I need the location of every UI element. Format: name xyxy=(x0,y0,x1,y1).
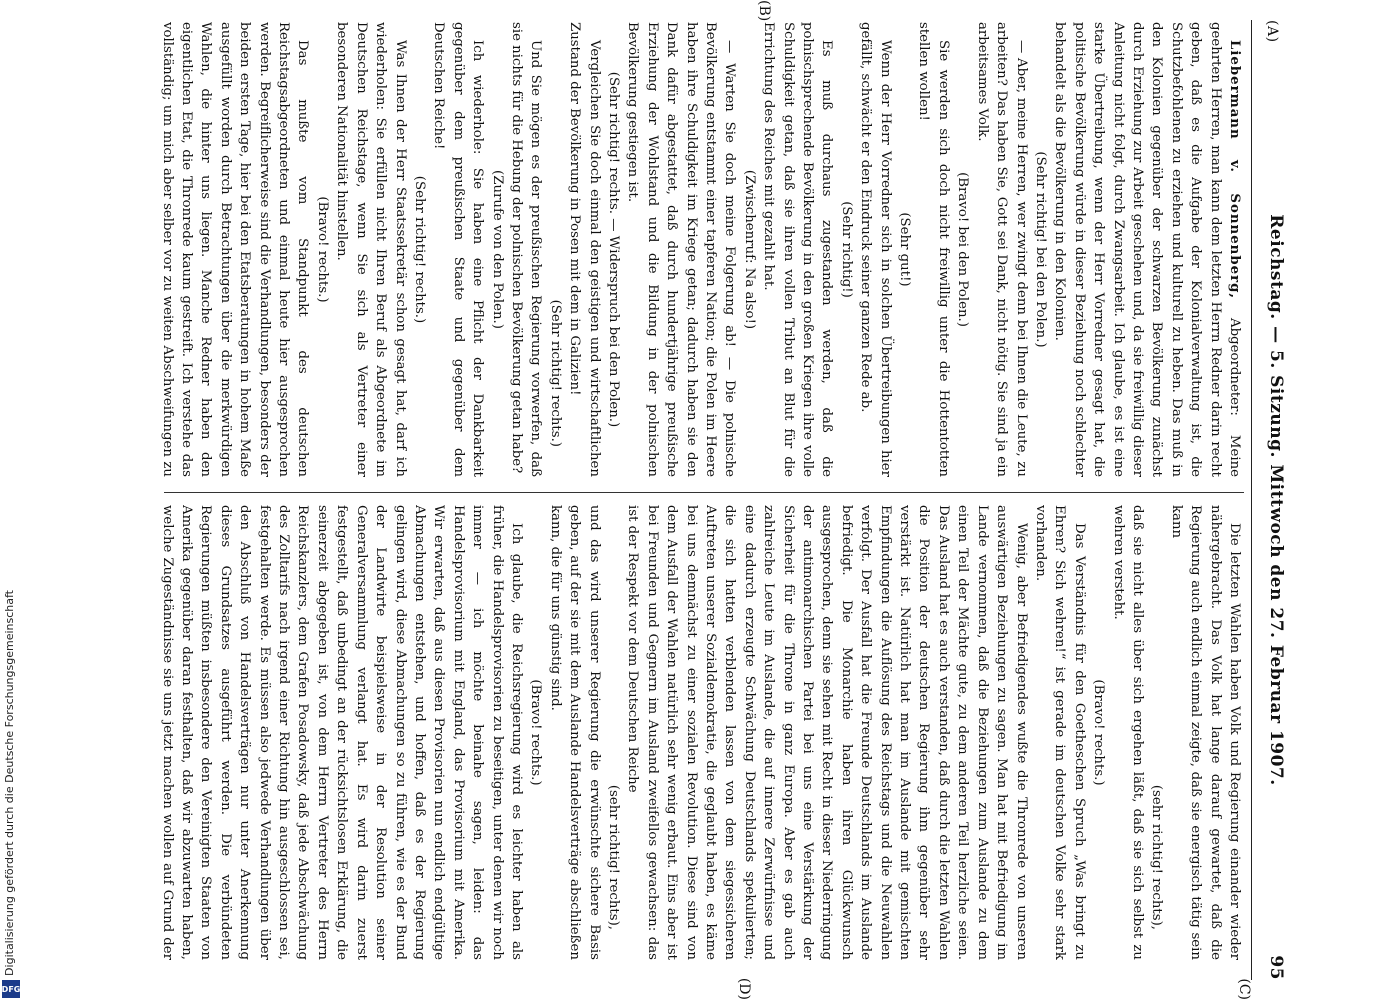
interjection: (Sehr richtig! rechts. — Widerspruch bei den Polen.) xyxy=(606,71,621,428)
interjection: (Zwischenruf: Na also!) xyxy=(741,169,757,330)
margin-marker-a: (A) xyxy=(1264,20,1280,43)
paragraph: Sie werden sich doch nicht freiwillig unter die Hottentotten stellen wollen! xyxy=(916,22,951,477)
interjection: (Sehr richtig! rechts.) xyxy=(547,299,563,447)
paragraph: Die letzten Wahlen haben Volk und Regierung einander wieder nähergebracht. Das Volk hat lange darauf gewartet, daß die Regierung auch endlich einmal zeigte, daß sie energisch tätig sein kann xyxy=(1168,505,1242,960)
credit-text: Digitalisierung gefördert durch die Deutsche Forschungsgemeinschaft xyxy=(3,590,16,976)
dfg-logo: DFG xyxy=(2,980,20,998)
interjection: (Bravo! rechts.) xyxy=(1091,679,1107,786)
paragraph: Das Verständnis für den Goetheschen Spruch „Was bringt zu Ehren? Sich wehren!“ ist gerade im deutschen Volke sehr stark vorhanden. xyxy=(1032,505,1087,960)
paragraph: Ich glaube, die Reichsregierung wird es leichter haben als früher, die Handelsprovisorien zu beseitigen, unter denen wir noch immer — ich möchte beinahe sagen, leiden: das Handelsprovisorium mit England, das Provisorium mit Amerika. Wir erwarten, daß aus diesen Provisorien nun endlich endgültige Abmachungen entstehen, und hoffen, daß es der Regierung gelingen wird, diese Abmachungen so zu führen, wie es der Bund der Landwirte beispielsweise in der Resolution seiner Generalversammlung verlangt hat. Es wird darin zuerst festgestellt, daß unbedingt an der rücksichtslosen Erklärung, die seinerzeit abgegeben ist, von dem Herrn Vertreter des Herrn Reichskanzlers, dem Grafen Posadowsky, daß jede Abschwächung des Zolltarifs nach irgend einer Richtung hin ausgeschlossen sei, festgehalten werde. Es müssen also jedwede Verhandlungen über den Abschluß von Handelsverträgen nur unter Anerkennung dieses Grundsatzes ausgeführt werden. Die verbündeten Regierungen müßten insbesondere den Vereinigten Staaten von Amerika gegenüber daran festhalten, daß wir abzuwarten haben, welche Zugeständnisse sie uns jetzt machen wollen auf Grund der xyxy=(159,505,524,960)
left-column xyxy=(154,22,1244,477)
interjection: (Bravo! bei den Polen.) xyxy=(955,172,971,327)
paragraph: Was Ihnen der Herr Staatssekretär schon gesagt hat, darf ich wiederholen: Sie erfüllen nicht Ihren Beruf als Abgeordnete im Deutschen Reichstage, wenn Sie sich als Vertreter einer besonderen Nationalität hinstellen. xyxy=(334,22,408,477)
interjection: (Sehr richtig!) xyxy=(838,201,854,298)
paragraph: Wenig, aber Befriedigendes wußte die Thronrede von unseren auswärtigen Beziehungen zu sagen. Man hat mit Befriedigung im Lande vernommen, daß die Beziehungen zum Auslande zu dem einen Teil der Mächte gute, zu dem anderen Teil herzliche seien. Das Ausland hat es auch verstanden, daß durch die letzten Wahlen die Position der deutschen Regierung ihm gegenüber sehr verstärkt ist. Natürlich hat man im Auslande mit gemischten Empfindungen die Auflösung des Reichstags und die Neuwahlen verfolgt. Der Ausfall hat die Freunde Deutschlands im Auslande befriedigt. Die Monarchie haben ihren Glückwunsch ausgesprochen, denn sie sehen mit Recht in dieser Niederringung der antimonarchischen Partei bei uns eine Verstärkung der Sicherheit für die Throne in ganz Europa. Aber es gab auch zahlreiche Leute im Auslande, die auf innere Zerwürfnisse und eine dadurch erzeugte Schwächung Deutschlands spekulierten; die sich hatten verblenden lassen von dem siegessicheren Auftreten unserer Sozialdemokratie, die geglaubt haben, es käme bei uns demnächst zu einer sozialen Revolution. Diese sind von dem Ausfall der Wahlen natürlich sehr wenig erbaut. Eins aber ist bei Freunden und Gegnern im Ausland zweifellos gewachsen: das ist der Respekt vor dem Deutschen Reiche xyxy=(625,505,1029,960)
margin-marker-c: (C) xyxy=(1236,978,1252,1000)
paragraph: und das wird unserer Regierung die erwünschte sichere Basis geben, auf der sie mit dem Auslande Handelsverträge abschließen kann, die für uns günstig sind. xyxy=(547,505,602,960)
interjection: (Sehr richtig! bei den Polen.) xyxy=(1032,151,1048,348)
paragraph: Das mußte vom Standpunkt des deutschen Reichstagsabgeordneten und einmal heute hier ausgesprochen werden. Begreiflicherweise sind die Verhandlungen, besonders der beiden ersten Tage, hier bei den Etatsberatungen in hohem Maße ausgefüllt worden durch Betrachtungen über die merkwürdigen Wahlen, die hinter uns liegen. Manche Redner haben den eigentlichen Etat, die Thronrede kaum gestreift. Ich verstehe das vollständig; um mich aber selber vor zu weiten Abschweifungen zu xyxy=(159,22,311,477)
page-header xyxy=(1256,20,1286,980)
paragraph: Wenn der Herr Vorredner sich in solchen Übertreibungen hier gefällt, schwächt er den Eindruck seiner ganzen Rede ab. xyxy=(858,22,893,477)
interjection: (Sehr gut!) xyxy=(897,212,913,287)
newspaper-page xyxy=(92,0,1292,1000)
paragraph: Es muß durchaus zugestanden werden, daß die polnischsprechende Bevölkerung in den großen Kriegen ihre volle Schuldigkeit getan, daß sie ihren vollen Tribut an Blut für die Errichtung des Reiches mit gezahlt hat. xyxy=(761,22,835,477)
paragraph: — Warten Sie doch meine Folgerung ab! — Die polnische Bevölkerung entstammt einer tapferen Nation; die Polen im Heere haben ihre Schuldigkeit im Kriege getan; dadurch haben sie den Dank dafür abgestattet, daß durch hundertjährige preußische Erziehung der Wohlstand und die Bildung in der polnischen Bevölkerung gestiegen ist. xyxy=(625,22,738,477)
interjection: (Bravo! rechts.) xyxy=(528,679,544,786)
margin-marker-b: (B) xyxy=(756,0,772,22)
digitization-credit xyxy=(0,590,22,1000)
paragraph: Vergleichen Sie doch einmal den geistigen und wirtschaftlichen Zustand der Bevölkerung in Posen mit dem in Galizien! xyxy=(567,22,602,477)
interjection: (Sehr richtig! rechts.) xyxy=(411,175,427,324)
paragraph: Liebermann v. Sonnenberg, Abgeordneter: Meine geehrten Herren, man kann dem letzten Herrn Redner darin recht geben, daß es die Aufgabe der Kolonialverwaltung ist, die Schutzbefohlenen zu erziehen und kulturell zu heben. Das muß in den Kolonien gegenüber der schwarzen Bevölkerung zunächst durch Erziehung zur Arbeit geschehen und, da sie freiwillig dieser Anleitung nicht folgt, durch Zwangsarbeit. Ich glaube, es ist eine starke Übertreibung, wenn der Herr Vorredner gesagt hat, die politische Bevölkerung würde in dieser Beziehung noch schlechter behandelt als die Bevölkerung in den Kolonien. xyxy=(1052,22,1242,477)
paragraph: Und Sie mögen es der preußischen Regierung vorwerfen, daß sie nichts für die Hebung der polnischen Bevölkerung getan habe? xyxy=(508,22,544,477)
paragraph: daß sie nicht alles über sich ergehen läßt, daß sie sich selbst zu wehren versteht. xyxy=(1110,505,1145,960)
page-title: Reichstag. — 5. Sitzung. Mittwoch den 27. Februar 1907. xyxy=(1266,214,1286,786)
column-divider xyxy=(164,492,1244,493)
right-column xyxy=(154,505,1244,960)
interjection: (Bravo! rechts.) xyxy=(314,196,330,303)
paragraph: Ich wiederhole: Sie haben eine Pflicht der Dankbarkeit gegenüber dem preußischen Staate und gegenüber dem Deutschen Reiche! xyxy=(431,22,486,477)
margin-marker-d: (D) xyxy=(736,977,752,1000)
interjection: (Zurufe von den Polen.) xyxy=(489,170,505,329)
speaker-name: Liebermann v. Sonnenberg, xyxy=(1227,40,1242,300)
paragraph: — Aber, meine Herren, wer zwingt denn bei Ihnen die Leute, zu arbeiten? Das haben Sie, Gott sei Dank, nicht nötig. Sie sind ja ein arbeitsames Volk. xyxy=(974,22,1029,477)
interjection: (sehr richtig! rechts), xyxy=(1149,784,1165,930)
page-number: 95 xyxy=(1266,955,1286,980)
header-rule xyxy=(1251,20,1252,980)
interjection: (sehr richtig! rechts), xyxy=(606,784,621,930)
